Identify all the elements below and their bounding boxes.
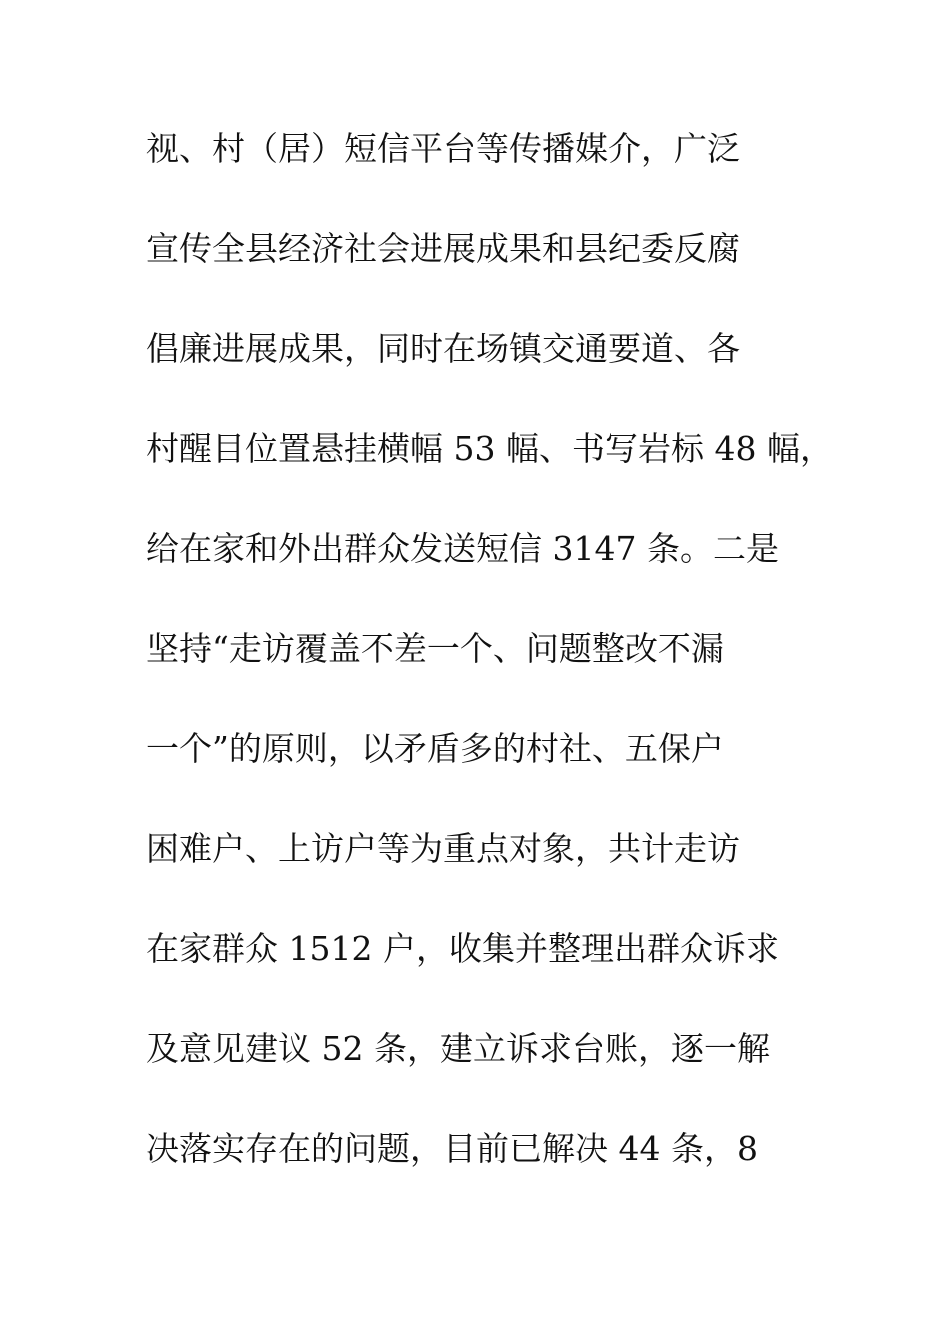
body-paragraph	[146, 124, 846, 1224]
text-line: 坚持“走访覆盖不差一个、问题整改不漏	[146, 629, 724, 668]
text-line: 决落实存在的问题，目前已解决 44 条，8	[146, 1129, 758, 1168]
text-line: 及意见建议 52 条，建立诉求台账，逐一解	[146, 1029, 770, 1068]
text-line: 视、村（居）短信平台等传播媒介，广泛	[146, 129, 740, 168]
text-line: 村醒目位置悬挂横幅 53 幅、书写岩标 48 幅，	[146, 429, 833, 468]
text-line: 给在家和外出群众发送短信 3147 条。二是	[146, 529, 779, 568]
text-line: 困难户、上访户等为重点对象，共计走访	[146, 829, 740, 868]
text-line: 倡廉进展成果，同时在场镇交通要道、各	[146, 329, 740, 368]
text-line: 一个”的原则，以矛盾多的村社、五保户	[146, 729, 724, 768]
text-line: 在家群众 1512 户，收集并整理出群众诉求	[146, 929, 779, 968]
text-line: 宣传全县经济社会进展成果和县纪委反腐	[146, 229, 740, 268]
